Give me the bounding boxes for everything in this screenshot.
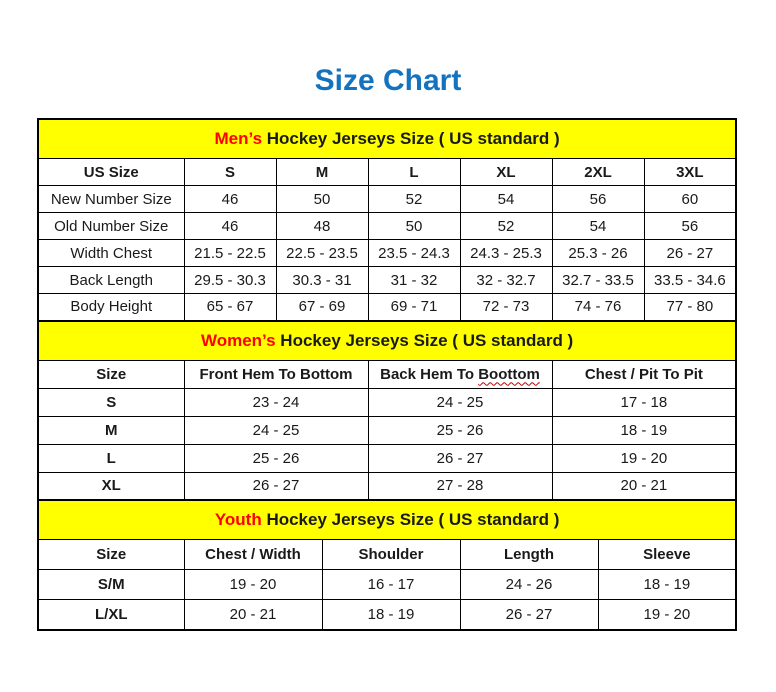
banner-highlight: Women’s (200, 330, 276, 350)
banner-highlight: Men’s (214, 129, 263, 148)
women-header-row (38, 360, 736, 388)
row-label-cell: Body Height (38, 294, 184, 321)
value-cell: 67 - 69 (276, 294, 368, 321)
banner-rest: Hockey Jerseys Size ( US standard ) (261, 510, 560, 529)
value-cell: 33.5 - 34.6 (644, 267, 736, 294)
men-banner (38, 119, 736, 159)
value-cell: 60 (644, 186, 736, 213)
header-cell: XL (460, 159, 552, 186)
row-label-cell: S (38, 388, 184, 416)
row-label-cell: Old Number Size (38, 213, 184, 240)
row-label-cell: XL (38, 472, 184, 500)
row-label-cell: Back Length (38, 267, 184, 294)
header-cell: Shoulder (322, 540, 460, 570)
header-cell: Chest / Width (184, 540, 322, 570)
value-cell: 26 - 27 (368, 444, 552, 472)
value-cell: 56 (552, 186, 644, 213)
size-chart-table (37, 118, 737, 631)
women-banner-row (38, 321, 736, 361)
header-cell: Sleeve (598, 540, 736, 570)
value-cell: 24.3 - 25.3 (460, 240, 552, 267)
women-row (38, 444, 736, 472)
value-cell: 32.7 - 33.5 (552, 267, 644, 294)
page-title: Size Chart (314, 64, 462, 97)
value-cell: 52 (368, 186, 460, 213)
value-cell: 24 - 25 (368, 388, 552, 416)
value-cell: 25.3 - 26 (552, 240, 644, 267)
men-header-row (38, 159, 736, 186)
misspelled-word: Boottom (478, 365, 540, 383)
value-cell: 18 - 19 (598, 570, 736, 600)
header-cell: Size (38, 360, 184, 388)
header-cell: Size (38, 540, 184, 570)
value-cell: 23 - 24 (184, 388, 368, 416)
youth-banner-row (38, 500, 736, 540)
value-cell: 74 - 76 (552, 294, 644, 321)
value-cell: 19 - 20 (184, 570, 322, 600)
row-label-cell: New Number Size (38, 186, 184, 213)
header-cell: M (276, 159, 368, 186)
row-label-cell: L/XL (38, 600, 184, 630)
men-banner-row (38, 119, 736, 159)
value-cell: 17 - 18 (552, 388, 736, 416)
value-cell: 46 (184, 213, 276, 240)
value-cell: 29.5 - 30.3 (184, 267, 276, 294)
value-cell: 21.5 - 22.5 (184, 240, 276, 267)
value-cell: 30.3 - 31 (276, 267, 368, 294)
value-cell: 69 - 71 (368, 294, 460, 321)
value-cell: 23.5 - 24.3 (368, 240, 460, 267)
banner-rest: Hockey Jerseys Size ( US standard ) (262, 129, 560, 148)
header-cell: L (368, 159, 460, 186)
header-cell: Length (460, 540, 598, 570)
value-cell: 20 - 21 (184, 600, 322, 630)
value-cell: 65 - 67 (184, 294, 276, 321)
header-cell: 3XL (644, 159, 736, 186)
tables-container (37, 118, 737, 631)
value-cell: 27 - 28 (368, 472, 552, 500)
value-cell: 72 - 73 (460, 294, 552, 321)
header-cell: Chest / Pit To Pit (552, 360, 736, 388)
value-cell: 54 (460, 186, 552, 213)
value-cell: 50 (368, 213, 460, 240)
value-cell: 18 - 19 (322, 600, 460, 630)
header-cell: Front Hem To Bottom (184, 360, 368, 388)
row-label-cell: L (38, 444, 184, 472)
value-cell: 50 (276, 186, 368, 213)
value-cell: 54 (552, 213, 644, 240)
women-row (38, 416, 736, 444)
value-cell: 52 (460, 213, 552, 240)
value-cell: 18 - 19 (552, 416, 736, 444)
value-cell: 16 - 17 (322, 570, 460, 600)
value-cell: 19 - 20 (598, 600, 736, 630)
value-cell: 31 - 32 (368, 267, 460, 294)
value-cell: 56 (644, 213, 736, 240)
header-cell: US Size (38, 159, 184, 186)
men-row (38, 186, 736, 213)
value-cell: 26 - 27 (460, 600, 598, 630)
women-row (38, 472, 736, 500)
men-row (38, 213, 736, 240)
size-chart-body (38, 119, 736, 630)
value-cell: 20 - 21 (552, 472, 736, 500)
women-banner (38, 321, 736, 361)
women-row (38, 388, 736, 416)
value-cell: 32 - 32.7 (460, 267, 552, 294)
value-cell: 24 - 26 (460, 570, 598, 600)
value-cell: 46 (184, 186, 276, 213)
header-cell: Back Hem To Boottom (368, 360, 552, 388)
youth-row (38, 600, 736, 630)
youth-header-row (38, 540, 736, 570)
men-row (38, 240, 736, 267)
banner-highlight: Youth (214, 510, 262, 529)
header-cell: S (184, 159, 276, 186)
men-row (38, 294, 736, 321)
value-cell: 77 - 80 (644, 294, 736, 321)
value-cell: 48 (276, 213, 368, 240)
youth-row (38, 570, 736, 600)
row-label-cell: Width Chest (38, 240, 184, 267)
value-cell: 26 - 27 (644, 240, 736, 267)
row-label-cell: M (38, 416, 184, 444)
youth-banner (38, 500, 736, 540)
header-cell: 2XL (552, 159, 644, 186)
men-row (38, 267, 736, 294)
value-cell: 24 - 25 (184, 416, 368, 444)
value-cell: 25 - 26 (368, 416, 552, 444)
value-cell: 25 - 26 (184, 444, 368, 472)
value-cell: 19 - 20 (552, 444, 736, 472)
banner-rest: Hockey Jerseys Size ( US standard ) (275, 330, 574, 350)
value-cell: 26 - 27 (184, 472, 368, 500)
row-label-cell: S/M (38, 570, 184, 600)
value-cell: 22.5 - 23.5 (276, 240, 368, 267)
